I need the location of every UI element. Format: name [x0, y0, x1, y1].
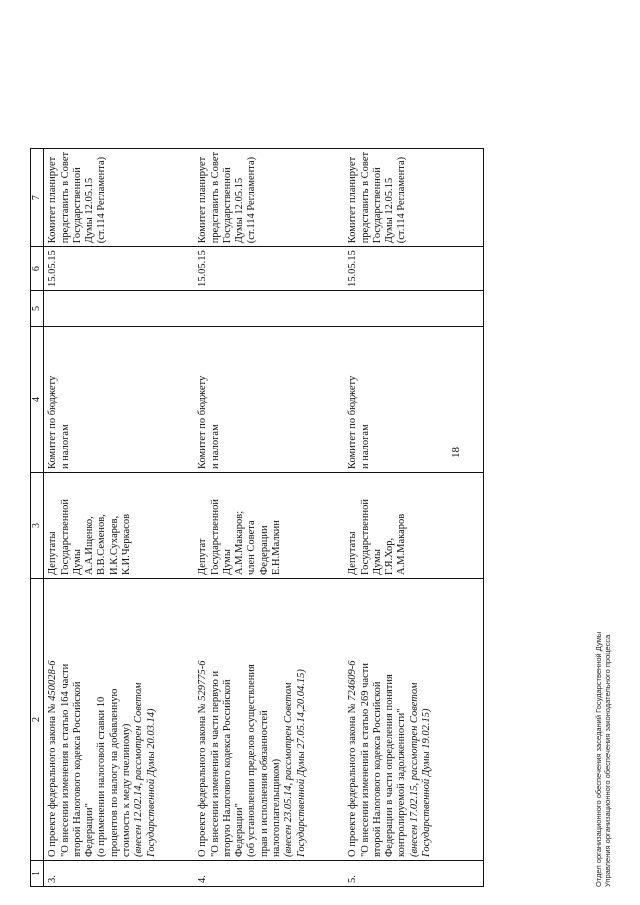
bill-title-prefix: О проекте федерального закона №: [47, 700, 59, 857]
column-5-cell: [44, 291, 196, 327]
row-number: 4.: [197, 875, 209, 883]
bill-number: 724609-6: [347, 660, 359, 701]
note-line: Государственной: [371, 167, 383, 244]
author-line: Депутат: [197, 538, 209, 575]
author-line: Депутаты: [347, 531, 359, 575]
committee-cell: [195, 327, 345, 473]
date-value: 15.05.15: [197, 250, 209, 287]
committee-cell: [44, 327, 196, 473]
note-line: (ст.114 Регламента): [96, 156, 108, 244]
column-header: 6: [31, 247, 44, 291]
note-line: (ст.114 Регламента): [396, 156, 408, 244]
bill-description-cell: [44, 579, 196, 861]
committee-line: и налогам: [359, 424, 371, 469]
note-line: Комитет планирует: [347, 156, 359, 244]
note-line: Государственной: [71, 167, 83, 244]
note-line: Государственной: [221, 167, 233, 244]
bills-table: [30, 148, 484, 887]
bill-status-line: Государственной Думы 27.05.14,20.04.15): [295, 669, 307, 857]
bill-description-line: процентов по налогу на добавленную: [108, 688, 120, 857]
author-line: А.М.Макаров;: [234, 510, 246, 575]
author-line: Федерации: [258, 525, 270, 575]
bill-status-line: (внесен 12.02.14, рассмотрен Советом: [133, 682, 145, 857]
author-line: К.И.Черкасов: [121, 513, 133, 575]
column-header: 3: [31, 473, 44, 579]
bill-description-line: "О внесении изменения в статью 164 части: [59, 663, 71, 857]
bill-description-line: стоимость к меду пчелиному): [121, 723, 133, 857]
bill-title-line: [197, 582, 209, 857]
column-header: 7: [31, 148, 44, 246]
bill-description-cell: [345, 579, 484, 861]
bill-description-line: (о применении налоговой ставки 10: [96, 696, 108, 857]
date-value: 15.05.15: [347, 250, 359, 287]
bill-number: 529775-6: [197, 660, 209, 701]
bill-title-prefix: О проекте федерального закона №: [197, 700, 209, 857]
bill-description-line: Федерации": [234, 803, 246, 857]
column-header: 4: [31, 327, 44, 473]
row-number-cell: [195, 861, 345, 887]
bill-description-cell: [195, 579, 345, 861]
authors-cell: [195, 473, 345, 579]
author-line: Государственной: [59, 499, 71, 575]
table-row: [345, 148, 484, 886]
committee-line: Комитет по бюджету: [47, 375, 59, 469]
column-header: 2: [31, 579, 44, 861]
page-number: 18: [450, 447, 462, 458]
date-cell: [44, 247, 196, 291]
bill-description-line: Федерации в части определения понятия: [384, 674, 396, 857]
bill-status-line: Государственной Думы 19.02.15): [421, 708, 433, 857]
author-line: Думы: [371, 549, 383, 575]
bill-title-line: [347, 582, 359, 857]
row-number-cell: [44, 861, 196, 887]
bill-description-line: контролируемой задолженности": [396, 708, 408, 857]
author-line: А.М.Макаров: [396, 513, 408, 575]
bill-description-line: вторую Налогового кодекса Российской: [221, 679, 233, 857]
date-cell: [195, 247, 345, 291]
bill-description-line: "О внесении изменений в части первую и: [209, 670, 221, 857]
author-line: Е.Н.Малкин: [271, 520, 283, 575]
committee-line: Комитет по бюджету: [347, 375, 359, 469]
date-value: 15.05.15: [47, 250, 59, 287]
author-line: И.К.Сухарев,: [108, 515, 120, 575]
footer-line: Управления организационного обеспечения законодательного процесса: [603, 634, 612, 887]
author-line: Думы: [221, 549, 233, 575]
note-cell: [195, 148, 345, 246]
column-header: 1: [31, 861, 44, 887]
committee-line: и налогам: [59, 424, 71, 469]
table-header-row: [31, 148, 44, 886]
footer-line: Отдел организационного обеспечения заседаний Государственной Думы: [594, 631, 603, 887]
bill-description-line: (об установлении пределов осуществления: [246, 664, 258, 857]
note-line: Думы 12.05.15: [384, 177, 396, 244]
note-line: Думы 12.05.15: [84, 177, 96, 244]
note-line: представить в Совет: [59, 151, 71, 244]
bill-description-line: второй Налогового кодекса Российской: [371, 681, 383, 857]
table-row: [195, 148, 345, 886]
author-line: Государственной: [359, 499, 371, 575]
note-line: представить в Совет: [209, 151, 221, 244]
note-cell: [44, 148, 196, 246]
authors-cell: [44, 473, 196, 579]
note-line: Думы 12.05.15: [234, 177, 246, 244]
bill-description-line: Федерации": [84, 803, 96, 857]
row-number-cell: [345, 861, 484, 887]
author-line: В.В.Семенов,: [96, 514, 108, 575]
author-line: Думы: [71, 549, 83, 575]
note-line: (ст.114 Регламента): [246, 156, 258, 244]
note-cell: [345, 148, 484, 246]
bill-description-line: второй Налогового кодекса Российской: [71, 681, 83, 857]
column-5-cell: [345, 291, 484, 327]
authors-cell: [345, 473, 484, 579]
bill-status-line: (внесен 17.02.15, рассмотрен Советом: [408, 682, 420, 857]
author-line: член Совета: [246, 520, 258, 575]
bill-description-line: "О внесении изменений в статью 269 части: [359, 663, 371, 857]
row-number: 5.: [347, 875, 359, 883]
bill-status-line: Государственной Думы 20.03.14): [145, 708, 157, 857]
bill-description-line: прав и исполнения обязанностей: [258, 710, 270, 857]
author-line: Государственной: [209, 499, 221, 575]
column-5-cell: [195, 291, 345, 327]
author-line: А.А.Ищенко,: [84, 516, 96, 575]
bill-title-line: [47, 582, 59, 857]
committee-line: Комитет по бюджету: [197, 375, 209, 469]
note-line: Комитет планирует: [197, 156, 209, 244]
row-number: 3.: [47, 875, 59, 883]
bill-status-line: (внесен 23.05.14, рассмотрен Советом: [283, 682, 295, 857]
committee-cell: [345, 327, 484, 473]
author-line: Г.Я.Хор,: [384, 537, 396, 575]
author-line: Депутаты: [47, 531, 59, 575]
bill-number: 450028-6: [47, 660, 59, 701]
column-header: 5: [31, 291, 44, 327]
footer-department: [594, 632, 612, 887]
note-line: Комитет планирует: [47, 156, 59, 244]
committee-line: и налогам: [209, 424, 221, 469]
bill-title-prefix: О проекте федерального закона №: [347, 700, 359, 857]
date-cell: [345, 247, 484, 291]
note-line: представить в Совет: [359, 151, 371, 244]
bill-description-line: налогоплательщиком): [271, 758, 283, 857]
table-row: [44, 148, 196, 886]
